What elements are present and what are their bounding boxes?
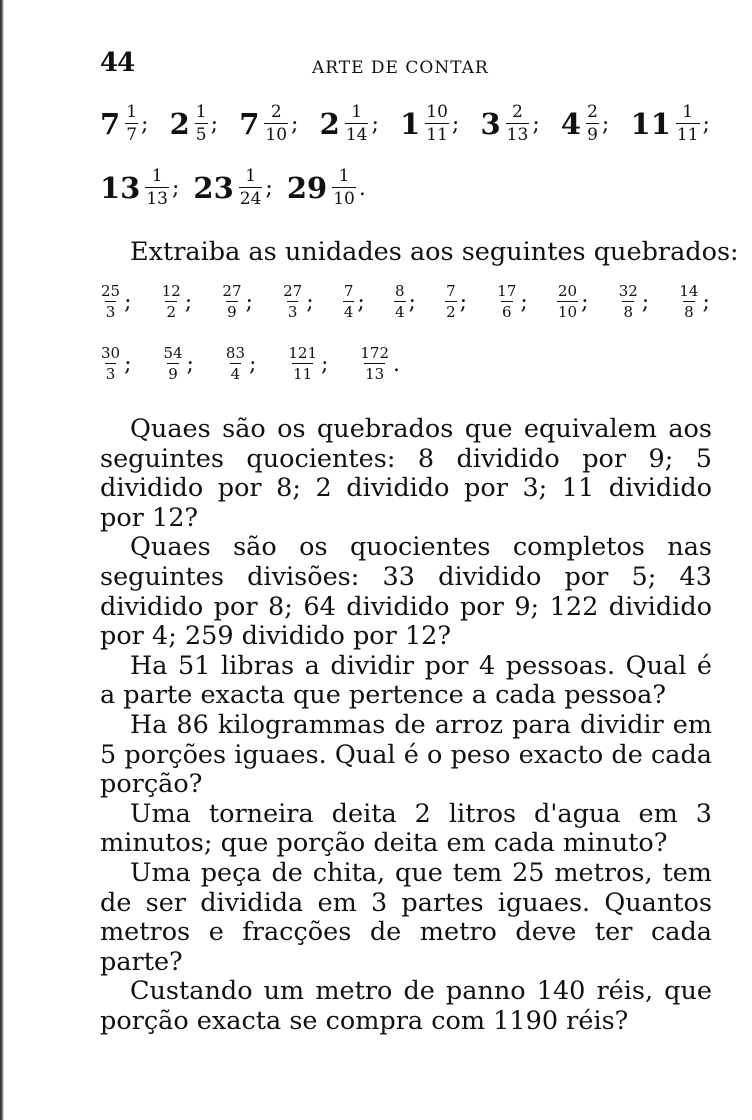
fraction [586, 104, 599, 144]
whole-part: 3 [480, 107, 501, 141]
mixed-numbers-line-2 [100, 168, 710, 208]
denominator: 10 [557, 303, 578, 321]
mixed-number [480, 104, 539, 144]
numerator: 1 [245, 166, 257, 186]
mixed-number [193, 168, 272, 208]
separator: ; [520, 289, 528, 315]
numerator: 2 [270, 102, 282, 122]
denominator: 5 [195, 125, 207, 145]
fraction [100, 284, 121, 320]
fraction [100, 346, 121, 382]
numerator: 1 [195, 102, 207, 122]
fraction [162, 346, 183, 382]
fraction [287, 346, 318, 382]
denominator: 8 [684, 303, 694, 321]
denominator: 3 [287, 303, 298, 321]
mixed-number [170, 104, 218, 144]
fraction-item [282, 284, 314, 320]
denominator: 14 [345, 125, 368, 145]
fraction-item [287, 346, 328, 382]
numerator: 27 [283, 282, 303, 300]
fraction [282, 284, 303, 320]
denominator: 10 [333, 189, 355, 209]
whole-part: 2 [319, 107, 340, 141]
page-number: 44 [100, 48, 135, 78]
denominator: 4 [343, 303, 354, 321]
denominator: 13 [365, 365, 385, 383]
numerator: 1 [338, 166, 350, 186]
separator: ; [357, 289, 365, 315]
fractions-line-1 [100, 284, 710, 320]
numerator: 121 [288, 344, 317, 362]
whole-part: 4 [560, 107, 582, 141]
fraction-item [496, 284, 528, 320]
denominator: 13 [146, 189, 168, 209]
fraction-item [161, 284, 193, 320]
denominator: 24 [239, 189, 262, 209]
fraction-item [343, 284, 365, 320]
separator: . [393, 351, 400, 377]
separator: ; [321, 351, 329, 377]
fractions-line-2 [100, 346, 400, 382]
exercise-paragraph: Uma peça de chita, que tem 25 metros, tem de ser dividida em 3 partes iguaes. Quantos metros e fracções de metro deve ter cada parte? [100, 857, 712, 977]
separator: ; [210, 111, 219, 137]
fraction [145, 168, 169, 208]
denominator: 10 [265, 125, 288, 145]
numerator: 20 [557, 282, 578, 300]
fraction [264, 104, 288, 144]
separator: ; [245, 289, 253, 315]
separator: ; [291, 111, 299, 137]
fraction-item [359, 346, 400, 382]
fraction [496, 284, 517, 320]
whole-part: 7 [100, 107, 121, 141]
separator: ; [581, 289, 589, 315]
separator: ; [265, 175, 273, 201]
denominator: 2 [166, 303, 177, 321]
separator: ; [306, 289, 314, 315]
exercise-paragraph: Quaes são os quocientes completos nas seguintes divisões: 33 dividido por 5; 43 dividido por 8; 64 dividido por 9; 122 dividido por 4; 259 dividido por 12? [100, 532, 712, 652]
separator: ; [459, 289, 468, 315]
fraction-item [394, 284, 416, 320]
fraction [343, 284, 355, 320]
separator: ; [172, 175, 180, 201]
exercise-paragraph: Ha 51 libras a dividir por 4 pessoas. Qual é a parte exacta que pertence a cada pessoa? [100, 650, 712, 711]
numerator: 25 [101, 282, 121, 300]
fraction-item [162, 346, 194, 382]
denominator: 2 [446, 303, 456, 321]
page-binding-edge [0, 0, 4, 1120]
denominator: 4 [394, 303, 405, 321]
numerator: 1 [126, 102, 138, 122]
mixed-numbers-line-1 [100, 104, 710, 144]
numerator: 172 [360, 344, 389, 362]
denominator: 8 [623, 303, 633, 321]
denominator: 9 [227, 303, 237, 321]
numerator: 2 [512, 102, 523, 122]
fraction [359, 346, 390, 382]
fraction [676, 104, 700, 144]
fraction [161, 284, 182, 320]
fraction [221, 284, 242, 320]
fraction-item [678, 284, 710, 320]
running-head: ARTE DE CONTAR [312, 58, 489, 78]
numerator: 7 [343, 282, 354, 300]
mixed-number [320, 104, 379, 144]
numerator: 1 [151, 166, 163, 186]
whole-part: 1 [400, 107, 421, 141]
denominator: 3 [105, 303, 116, 321]
numerator: 1 [351, 102, 363, 122]
separator: ; [601, 111, 610, 137]
mixed-number [400, 104, 459, 144]
fraction [618, 284, 639, 320]
fraction [125, 104, 138, 144]
denominator: 4 [230, 365, 241, 383]
exercise-paragraph: Uma torneira deita 2 litros d'agua em 3 minutos; que porção deita em cada minuto? [100, 798, 712, 859]
fraction-item [618, 284, 650, 320]
fraction [239, 168, 263, 208]
exercise-paragraph: Custando um metro de panno 140 réis, que porção exacta se compra com 1190 réis? [100, 976, 712, 1036]
fraction-item [445, 284, 467, 320]
whole-part: 23 [193, 171, 234, 205]
numerator: 2 [587, 102, 598, 122]
separator: ; [371, 111, 379, 137]
fraction [557, 284, 578, 320]
mixed-number [561, 104, 609, 144]
separator: ; [124, 351, 132, 377]
exercise-paragraphs [100, 415, 712, 1036]
separator: ; [186, 351, 194, 377]
mixed-number [631, 104, 710, 144]
separator: ; [702, 289, 710, 315]
separator: ; [532, 111, 540, 137]
fraction [225, 346, 246, 382]
denominator: 6 [502, 303, 512, 321]
fraction [332, 168, 356, 208]
mixed-number [239, 104, 298, 144]
fraction [506, 104, 530, 144]
denominator: 11 [293, 365, 313, 383]
numerator: 32 [618, 282, 638, 300]
fraction [195, 104, 208, 144]
fraction-item [221, 284, 253, 320]
fraction-item [225, 346, 257, 382]
separator: ; [702, 111, 710, 137]
separator: ; [141, 111, 149, 137]
fraction [394, 284, 406, 320]
numerator: 17 [497, 282, 517, 300]
mixed-number [100, 168, 179, 208]
fraction-item [100, 284, 132, 320]
denominator: 11 [426, 125, 448, 145]
mixed-number [287, 168, 366, 208]
fraction [425, 104, 449, 144]
fraction [678, 284, 699, 320]
numerator: 8 [394, 282, 405, 300]
denominator: 13 [506, 125, 529, 145]
separator: ; [184, 289, 193, 315]
numerator: 10 [426, 102, 448, 122]
numerator: 30 [101, 344, 121, 362]
whole-part: 13 [100, 171, 141, 205]
denominator: 9 [168, 365, 178, 383]
whole-part: 11 [630, 107, 671, 141]
separator: . [358, 175, 366, 201]
exercise-paragraph: Quaes são os quebrados que equivalem aos seguintes quocientes: 8 dividido por 9; 5 dividido por 8; 2 dividido por 3; 11 dividido por 12? [100, 414, 712, 533]
separator: ; [249, 351, 257, 377]
fraction [345, 104, 369, 144]
numerator: 14 [679, 282, 699, 300]
fraction-item [557, 284, 589, 320]
fraction-item [100, 346, 132, 382]
mixed-number [100, 104, 148, 144]
numerator: 27 [222, 282, 242, 300]
numerator: 54 [163, 344, 183, 362]
whole-part: 7 [239, 107, 260, 141]
numerator: 12 [161, 282, 181, 300]
whole-part: 29 [286, 171, 328, 205]
denominator: 9 [587, 125, 598, 145]
separator: ; [124, 289, 132, 315]
exercise-paragraph: Ha 86 kilogrammas de arroz para dividir em 5 porções iguaes. Qual é o peso exacto de cada porção? [100, 709, 712, 800]
denominator: 7 [126, 125, 138, 145]
denominator: 11 [676, 125, 699, 145]
denominator: 3 [105, 365, 116, 383]
exercise-instruction: Extraiba as unidades aos seguintes quebrados: [130, 237, 739, 267]
separator: ; [408, 289, 416, 315]
whole-part: 2 [169, 107, 190, 141]
numerator: 1 [682, 102, 694, 122]
separator: ; [451, 111, 460, 137]
fraction [445, 284, 457, 320]
numerator: 83 [225, 344, 245, 362]
numerator: 7 [446, 282, 456, 300]
separator: ; [641, 289, 650, 315]
